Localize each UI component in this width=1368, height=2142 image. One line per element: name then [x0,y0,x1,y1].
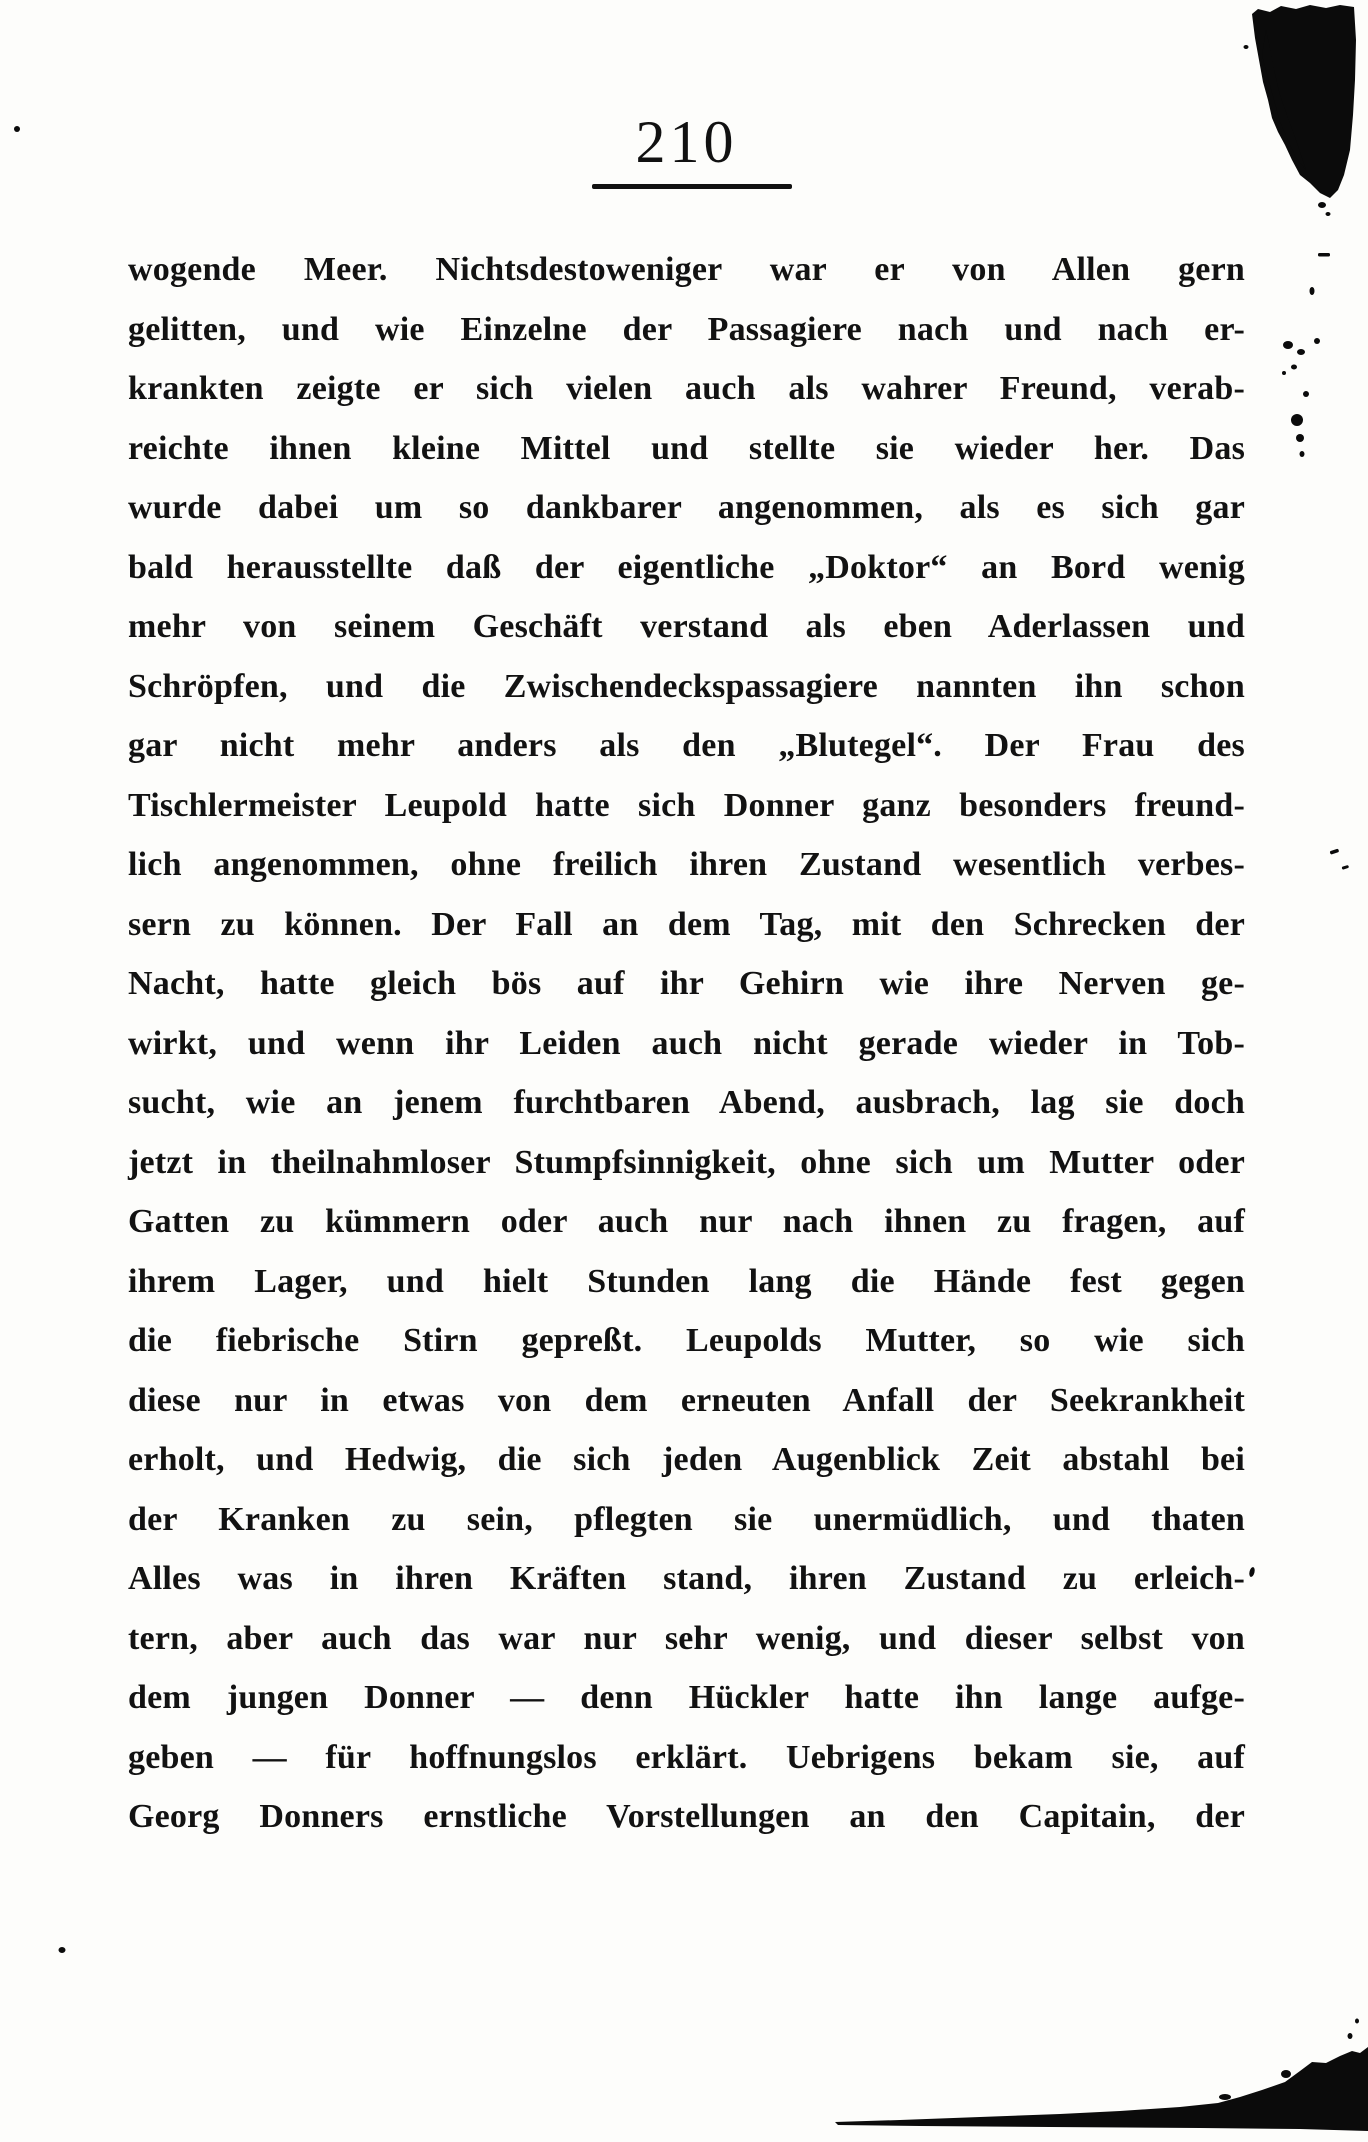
text-line: reichte ihnen kleine Mittel und stellte sie wieder her. Das [128,429,1245,467]
text-line: erholt, und Hedwig, die sich jeden Augenblick Zeit abstahl bei [128,1441,1245,1478]
text-line: ihrem Lager, und hielt Stunden lang die Hände fest gegen [128,1262,1245,1300]
text-line: sucht, wie an jenem furchtbaren Abend, ausbrach, lag sie doch [128,1084,1245,1121]
page-number: 210 [635,109,738,175]
body-text [128,240,1245,1847]
text-line: jetzt in theilnahmloser Stumpfsinnigkeit, ohne sich um Mutter oder [128,1143,1245,1181]
text-line: wirkt, und wenn ihr Leiden auch nicht gerade wieder in Tob- [128,1024,1245,1062]
text-line: Gatten zu kümmern oder auch nur nach ihnen zu fragen, auf [128,1203,1245,1240]
text-line: diese nur in etwas von dem erneuten Anfall der Seekrankheit [128,1381,1245,1419]
text-line: dem jungen Donner — denn Hückler hatte ihn lange aufge- [128,1679,1245,1716]
text-line: der Kranken zu sein, pflegten sie unermüdlich, und thaten [128,1500,1245,1538]
text-line: Schröpfen, und die Zwischendeckspassagiere nannten ihn schon [128,667,1245,705]
right-margin-specks-icon [1248,253,1349,1577]
text-line: Alles was in ihren Kräften stand, ihren Zustand zu erleich- [128,1560,1245,1597]
text-line: sern zu können. Der Fall an dem Tag, mit den Schrecken der [128,905,1245,943]
text-line: mehr von seinem Geschäft verstand als eben Aderlassen und [128,608,1245,645]
text-line: Nacht, hatte gleich bös auf ihr Gehirn wie ihre Nerven ge- [128,965,1245,1002]
page-number-underline [592,184,792,189]
text-line: gelitten, und wie Einzelne der Passagiere nach und nach er- [128,310,1245,348]
left-margin-specks-icon [14,126,66,1953]
text-line: bald herausstellte daß der eigentliche „Doktor“ an Bord wenig [128,548,1245,586]
text-line: gar nicht mehr anders als den „Blutegel“. Der Frau des [128,727,1245,764]
text-line: tern, aber auch das war nur sehr wenig, und dieser selbst von [128,1619,1245,1657]
text-line: krankten zeigte er sich vielen auch als wahrer Freund, verab- [128,370,1245,407]
text-line: wogende Meer. Nichtsdestoweniger war er von Allen gern [128,251,1245,288]
text-line: wurde dabei um so dankbarer angenommen, als es sich gar [128,489,1245,526]
ink-stain-top-right-icon [1244,5,1357,216]
ink-stain-bottom-right-icon [835,2019,1368,2132]
text-line: Georg Donners ernstliche Vorstellungen an den Capitain, der [128,1798,1245,1835]
text-line: die fiebrische Stirn gepreßt. Leupolds Mutter, so wie sich [128,1322,1245,1359]
text-line: Tischlermeister Leupold hatte sich Donner ganz besonders freund- [128,786,1245,824]
text-line: lich angenommen, ohne freilich ihren Zustand wesentlich verbes- [128,846,1245,883]
text-line: geben — für hoffnungslos erklärt. Uebrigens bekam sie, auf [128,1738,1245,1776]
